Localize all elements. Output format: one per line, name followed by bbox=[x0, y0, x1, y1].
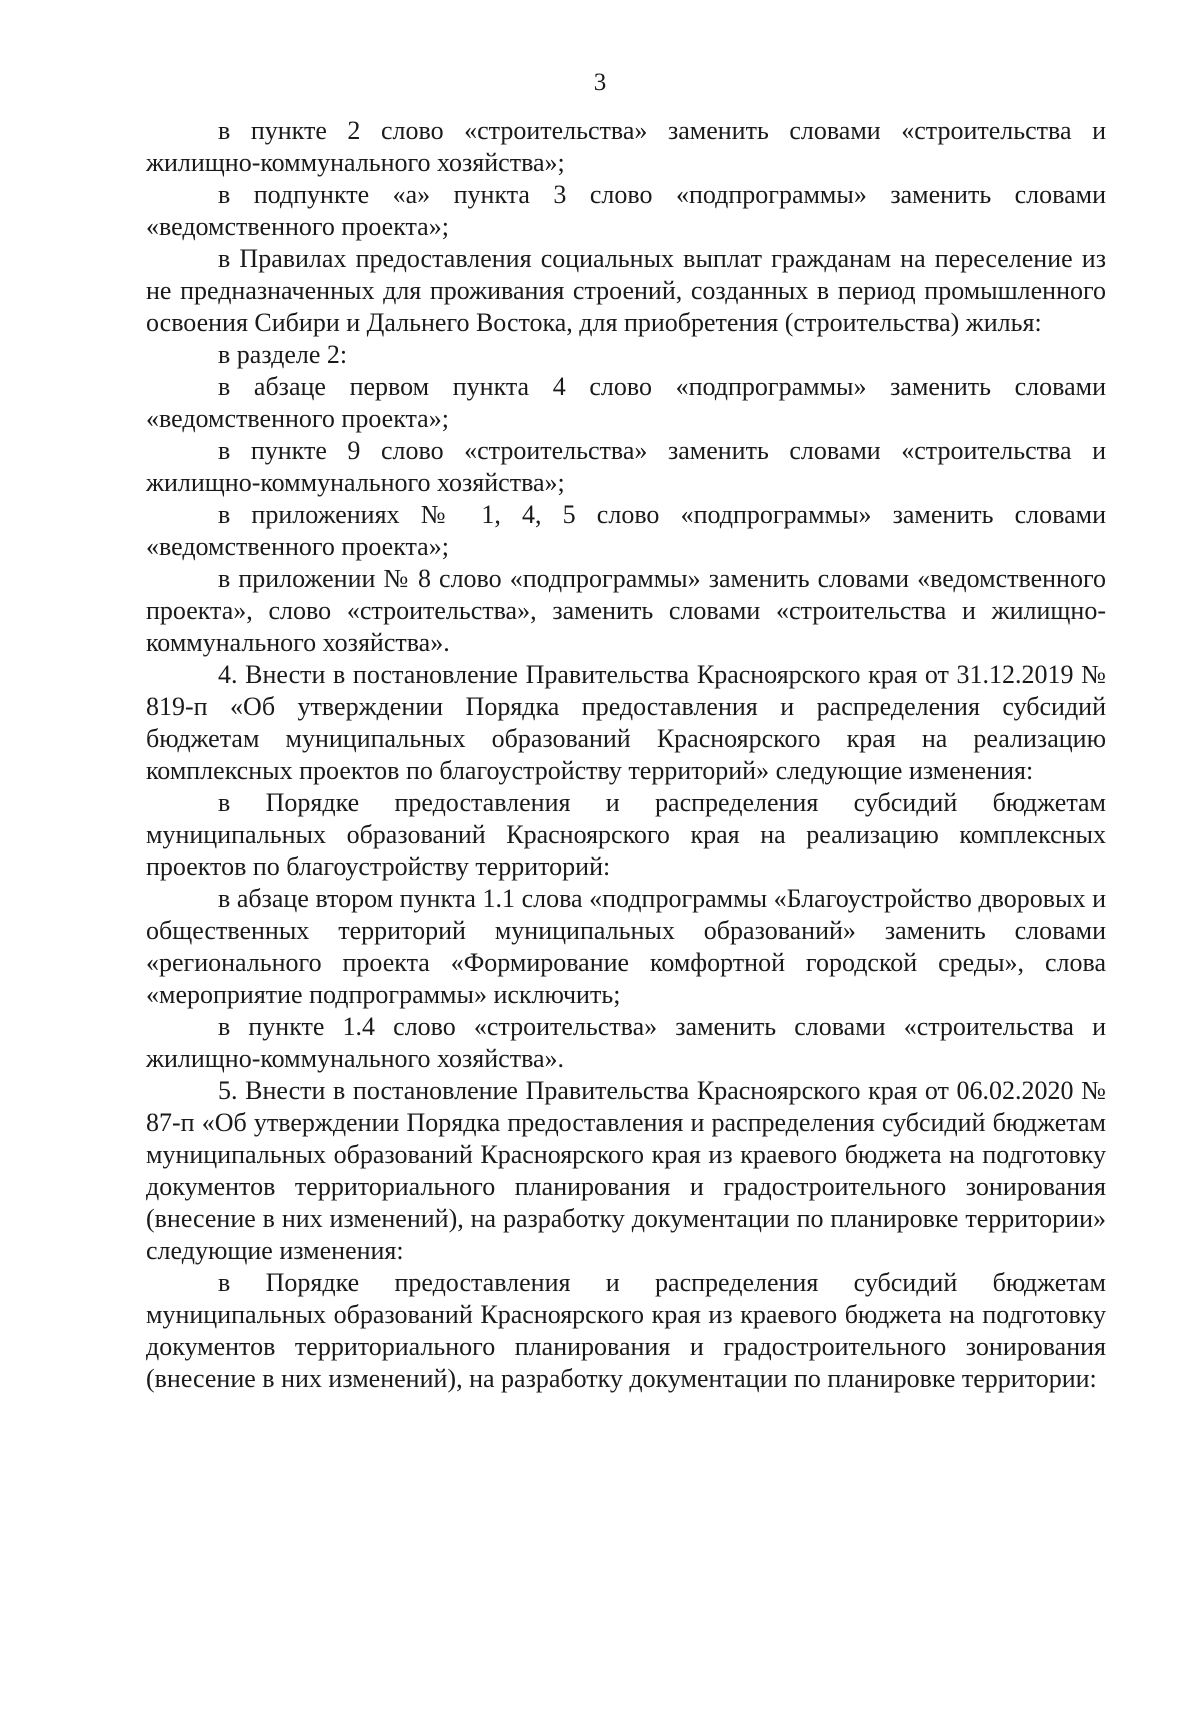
paragraph: в пункте 9 слово «строительства» заменить словами «строительства и жилищно-коммунального хозяйства»; bbox=[146, 436, 1106, 497]
page-number: 3 bbox=[593, 69, 607, 96]
paragraph: в пункте 2 слово «строительства» заменить словами «строительства и жилищно-коммунального хозяйства»; bbox=[146, 116, 1106, 177]
paragraph: в Правилах предоставления социальных выплат гражданам на переселение из не предназначенных для проживания строений, созданных в период промышленного освоения Сибири и Дальнего Востока, для приобретения (строительства) жилья: bbox=[146, 244, 1106, 337]
paragraph: 4. Внести в постановление Правительства Красноярского края от 31.12.2019 № 819-п «Об утверждении Порядка предоставления и распределения субсидий бюджетам муниципальных образований Красноярского края на реализацию комплексных проектов по благоустройству территорий» следующие изменения: bbox=[146, 660, 1106, 785]
paragraph: в Порядке предоставления и распределения субсидий бюджетам муниципальных образований Красноярского края из краевого бюджета на подготовку документов территориального планирования и градостроительного зонирования (внесение в них изменений), на разработку документации по планировке территории: bbox=[146, 1268, 1106, 1393]
paragraph: в разделе 2: bbox=[218, 340, 348, 369]
paragraph: в абзаце втором пункта 1.1 слова «подпрограммы «Благоустройство дворовых и общественных территорий муниципальных образований» заменить словами «регионального проекта «Формирование комфортной городской среды», слова «мероприятие подпрограммы» исключить; bbox=[146, 884, 1106, 1009]
paragraph: в Порядке предоставления и распределения субсидий бюджетам муниципальных образований Красноярского края на реализацию комплексных проектов по благоустройству территорий: bbox=[146, 788, 1106, 881]
paragraph: 5. Внести в постановление Правительства Красноярского края от 06.02.2020 № 87-п «Об утверждении Порядка предоставления и распределения субсидий бюджетам муниципальных образований Красноярского края из краевого бюджета на подготовку документов территориального планирования и градостроительного зонирования (внесение в них изменений), на разработку документации по планировке территории» следующие изменения: bbox=[146, 1076, 1106, 1265]
paragraph: в приложении № 8 слово «подпрограммы» заменить словами «ведомственного проекта», слово «строительства», заменить словами «строительства и жилищно-коммунального хозяйства». bbox=[146, 564, 1106, 657]
paragraph: в пункте 1.4 слово «строительства» заменить словами «строительства и жилищно-коммунального хозяйства». bbox=[146, 1012, 1106, 1073]
paragraph: в абзаце первом пункта 4 слово «подпрограммы» заменить словами «ведомственного проекта»; bbox=[146, 372, 1106, 433]
paragraph: в подпункте «а» пункта 3 слово «подпрограммы» заменить словами «ведомственного проекта»; bbox=[146, 180, 1106, 241]
document-body bbox=[146, 115, 1106, 1395]
paragraph: в приложениях № 1, 4, 5 слово «подпрограммы» заменить словами «ведомственного проекта»; bbox=[146, 500, 1106, 561]
